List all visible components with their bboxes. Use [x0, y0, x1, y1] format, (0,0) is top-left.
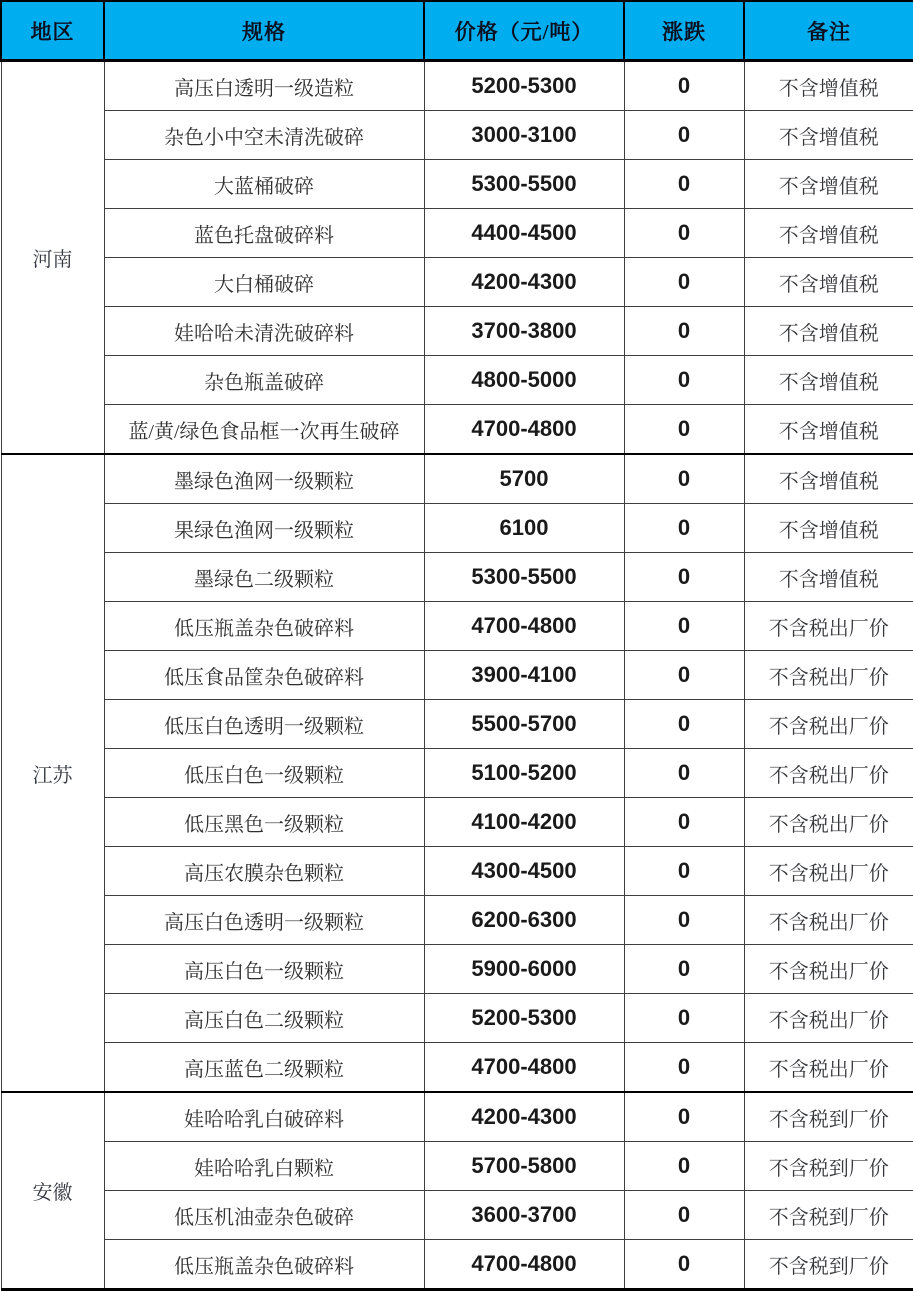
spec-cell: 低压白色一级颗粒 — [104, 749, 424, 798]
spec-cell: 墨绿色渔网一级颗粒 — [104, 454, 424, 504]
note-cell: 不含税到厂价 — [744, 1142, 913, 1191]
spec-cell: 高压白色透明一级颗粒 — [104, 896, 424, 945]
table-row — [1, 1092, 913, 1142]
note-cell: 不含增值税 — [744, 405, 913, 455]
spec-cell: 果绿色渔网一级颗粒 — [104, 504, 424, 553]
change-cell: 0 — [624, 798, 744, 847]
region-cell-1: 河南 — [1, 61, 104, 455]
table-row — [1, 651, 913, 700]
change-cell: 0 — [624, 61, 744, 111]
price-cell: 3900-4100 — [424, 651, 624, 700]
change-cell: 0 — [624, 896, 744, 945]
header-spec: 规格 — [104, 1, 424, 61]
change-cell: 0 — [624, 111, 744, 160]
price-cell: 5500-5700 — [424, 700, 624, 749]
note-cell: 不含税出厂价 — [744, 1043, 913, 1093]
price-cell: 3000-3100 — [424, 111, 624, 160]
spec-cell: 蓝/黄/绿色食品框一次再生破碎 — [104, 405, 424, 455]
change-cell: 0 — [624, 454, 744, 504]
price-cell: 5700 — [424, 454, 624, 504]
spec-cell: 墨绿色二级颗粒 — [104, 553, 424, 602]
header-change: 涨跌 — [624, 1, 744, 61]
change-cell: 0 — [624, 405, 744, 455]
table-row — [1, 1191, 913, 1240]
price-cell: 6100 — [424, 504, 624, 553]
note-cell: 不含税出厂价 — [744, 994, 913, 1043]
table-row — [1, 945, 913, 994]
table-header — [1, 1, 913, 61]
note-cell: 不含税出厂价 — [744, 651, 913, 700]
price-cell: 4100-4200 — [424, 798, 624, 847]
price-cell: 4700-4800 — [424, 405, 624, 455]
note-cell: 不含税出厂价 — [744, 602, 913, 651]
change-cell: 0 — [624, 504, 744, 553]
price-cell: 4200-4300 — [424, 1092, 624, 1142]
price-cell: 5200-5300 — [424, 994, 624, 1043]
change-cell: 0 — [624, 553, 744, 602]
price-cell: 5200-5300 — [424, 61, 624, 111]
price-cell: 4300-4500 — [424, 847, 624, 896]
note-cell: 不含增值税 — [744, 307, 913, 356]
spec-cell: 蓝色托盘破碎料 — [104, 209, 424, 258]
region-cell-2: 江苏 — [1, 454, 104, 1092]
table-row — [1, 602, 913, 651]
price-cell: 5100-5200 — [424, 749, 624, 798]
spec-cell: 高压白色一级颗粒 — [104, 945, 424, 994]
note-cell: 不含税出厂价 — [744, 847, 913, 896]
price-cell: 3700-3800 — [424, 307, 624, 356]
change-cell: 0 — [624, 1240, 744, 1290]
price-cell: 5300-5500 — [424, 160, 624, 209]
table-row — [1, 356, 913, 405]
price-cell: 6200-6300 — [424, 896, 624, 945]
table-row — [1, 1240, 913, 1290]
change-cell: 0 — [624, 356, 744, 405]
spec-cell: 高压农膜杂色颗粒 — [104, 847, 424, 896]
spec-cell: 大蓝桶破碎 — [104, 160, 424, 209]
price-cell: 5300-5500 — [424, 553, 624, 602]
note-cell: 不含增值税 — [744, 209, 913, 258]
table-row — [1, 1043, 913, 1093]
table-row — [1, 258, 913, 307]
price-cell: 5700-5800 — [424, 1142, 624, 1191]
change-cell: 0 — [624, 160, 744, 209]
header-row — [1, 1, 913, 61]
table-row — [1, 749, 913, 798]
note-cell: 不含增值税 — [744, 454, 913, 504]
note-cell: 不含增值税 — [744, 61, 913, 111]
table-row — [1, 994, 913, 1043]
spec-cell: 高压白透明一级造粒 — [104, 61, 424, 111]
table-row — [1, 700, 913, 749]
table-row — [1, 553, 913, 602]
note-cell: 不含税出厂价 — [744, 945, 913, 994]
spec-cell: 娃哈哈乳白颗粒 — [104, 1142, 424, 1191]
price-cell: 4700-4800 — [424, 1240, 624, 1290]
spec-cell: 娃哈哈未清洗破碎料 — [104, 307, 424, 356]
note-cell: 不含税出厂价 — [744, 700, 913, 749]
change-cell: 0 — [624, 1142, 744, 1191]
note-cell: 不含增值税 — [744, 258, 913, 307]
price-cell: 3600-3700 — [424, 1191, 624, 1240]
header-note: 备注 — [744, 1, 913, 61]
spec-cell: 高压白色二级颗粒 — [104, 994, 424, 1043]
price-cell: 4400-4500 — [424, 209, 624, 258]
note-cell: 不含增值税 — [744, 356, 913, 405]
spec-cell: 杂色小中空未清洗破碎 — [104, 111, 424, 160]
note-cell: 不含增值税 — [744, 160, 913, 209]
table-row — [1, 896, 913, 945]
note-cell: 不含增值税 — [744, 111, 913, 160]
table-row — [1, 61, 913, 111]
change-cell: 0 — [624, 847, 744, 896]
note-cell: 不含税到厂价 — [744, 1240, 913, 1290]
note-cell: 不含税到厂价 — [744, 1092, 913, 1142]
price-cell: 4800-5000 — [424, 356, 624, 405]
spec-cell: 高压蓝色二级颗粒 — [104, 1043, 424, 1093]
table-row — [1, 1142, 913, 1191]
change-cell: 0 — [624, 1092, 744, 1142]
table-body — [1, 61, 913, 1290]
table-row — [1, 798, 913, 847]
change-cell: 0 — [624, 1043, 744, 1093]
change-cell: 0 — [624, 209, 744, 258]
price-cell: 4700-4800 — [424, 602, 624, 651]
table-row — [1, 111, 913, 160]
table-row — [1, 454, 913, 504]
table-row — [1, 307, 913, 356]
change-cell: 0 — [624, 651, 744, 700]
spec-cell: 低压瓶盖杂色破碎料 — [104, 602, 424, 651]
change-cell: 0 — [624, 307, 744, 356]
table-row — [1, 209, 913, 258]
price-cell: 4200-4300 — [424, 258, 624, 307]
table-row — [1, 405, 913, 455]
header-region: 地区 — [1, 1, 104, 61]
spec-cell: 娃哈哈乳白破碎料 — [104, 1092, 424, 1142]
change-cell: 0 — [624, 749, 744, 798]
note-cell: 不含税出厂价 — [744, 749, 913, 798]
change-cell: 0 — [624, 945, 744, 994]
spec-cell: 低压食品筐杂色破碎料 — [104, 651, 424, 700]
table-row — [1, 847, 913, 896]
spec-cell: 低压瓶盖杂色破碎料 — [104, 1240, 424, 1290]
note-cell: 不含税出厂价 — [744, 798, 913, 847]
note-cell: 不含增值税 — [744, 553, 913, 602]
header-price: 价格（元/吨） — [424, 1, 624, 61]
change-cell: 0 — [624, 1191, 744, 1240]
note-cell: 不含增值税 — [744, 504, 913, 553]
change-cell: 0 — [624, 700, 744, 749]
change-cell: 0 — [624, 994, 744, 1043]
spec-cell: 低压机油壶杂色破碎 — [104, 1191, 424, 1240]
note-cell: 不含税出厂价 — [744, 896, 913, 945]
spec-cell: 低压白色透明一级颗粒 — [104, 700, 424, 749]
price-cell: 4700-4800 — [424, 1043, 624, 1093]
region-cell-3: 安徽 — [1, 1092, 104, 1290]
spec-cell: 杂色瓶盖破碎 — [104, 356, 424, 405]
change-cell: 0 — [624, 602, 744, 651]
price-cell: 5900-6000 — [424, 945, 624, 994]
table-row — [1, 504, 913, 553]
spec-cell: 大白桶破碎 — [104, 258, 424, 307]
table-row — [1, 160, 913, 209]
spec-cell: 低压黑色一级颗粒 — [104, 798, 424, 847]
note-cell: 不含税到厂价 — [744, 1191, 913, 1240]
change-cell: 0 — [624, 258, 744, 307]
